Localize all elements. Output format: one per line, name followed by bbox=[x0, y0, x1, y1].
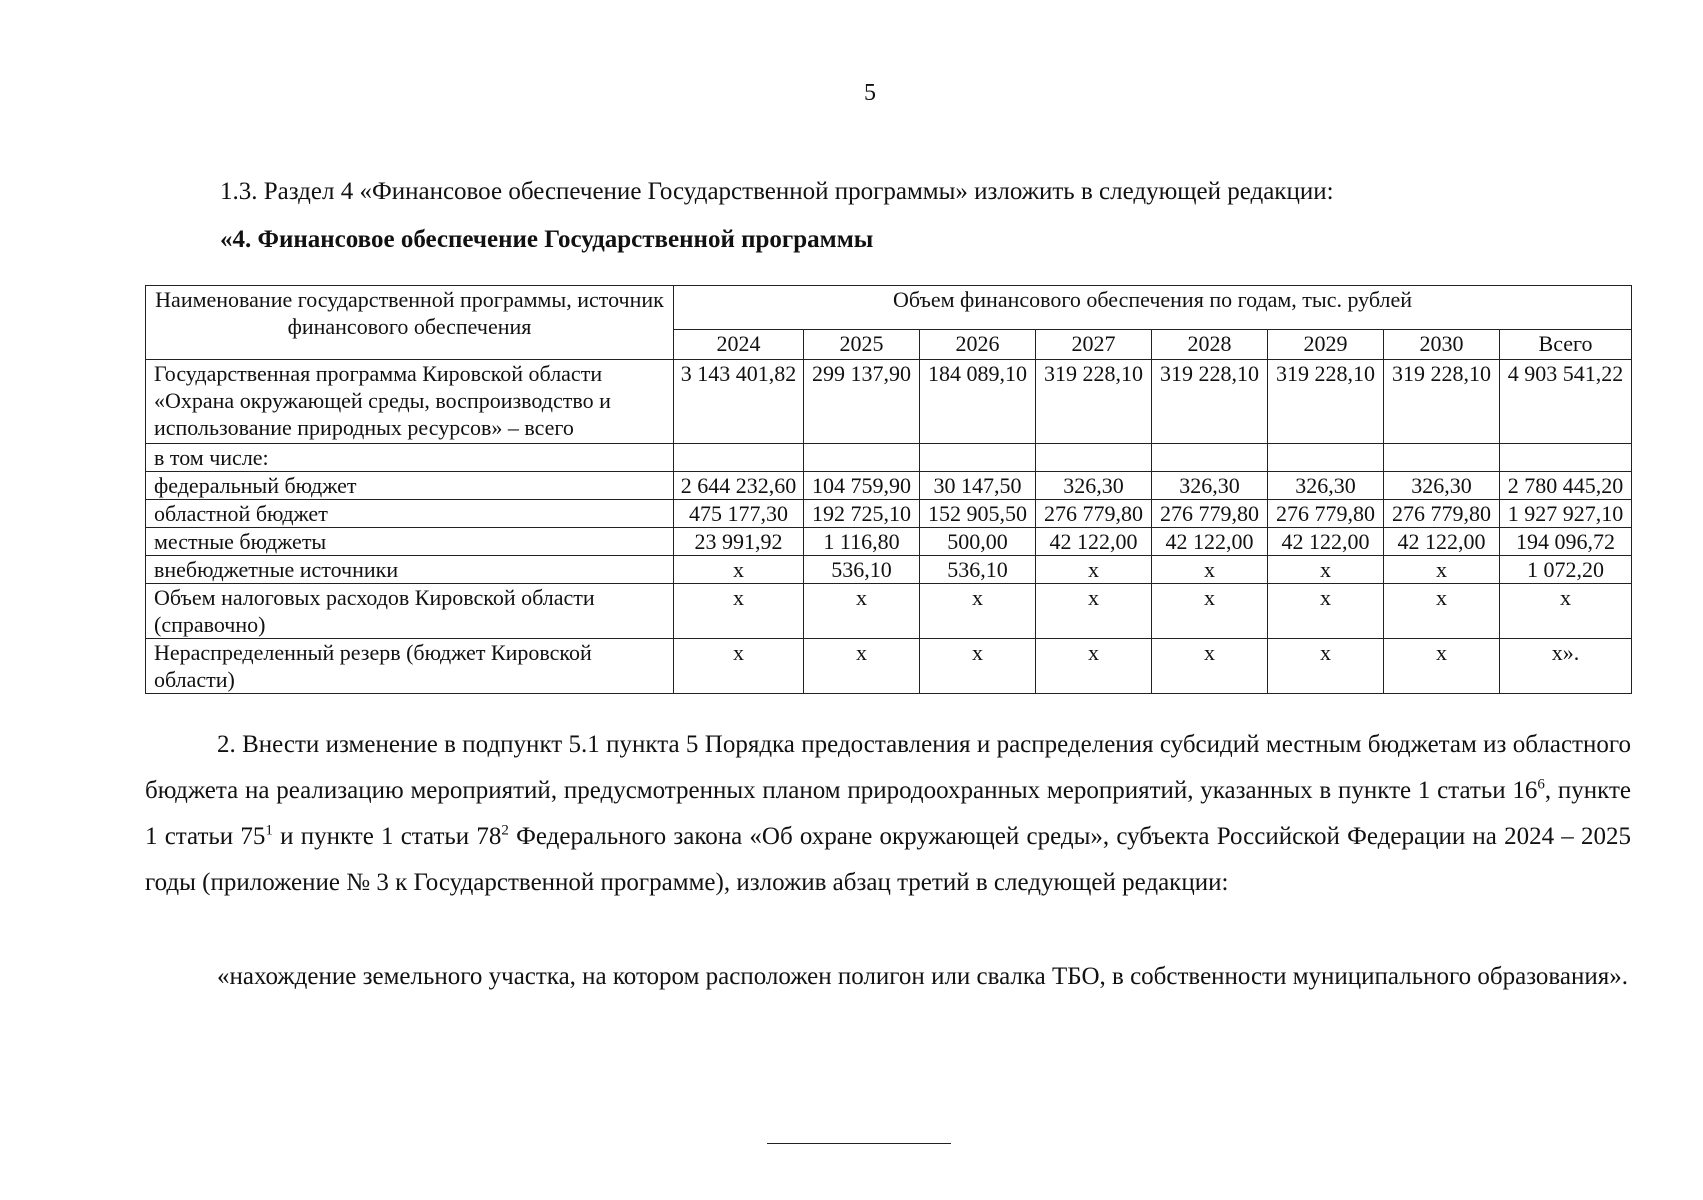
section-title: «4. Финансовое обеспечение Государственной программы bbox=[220, 226, 874, 253]
header-year: 2027 bbox=[1036, 330, 1152, 360]
table-row bbox=[146, 444, 1632, 472]
row-name: Объем налоговых расходов Кировской области (справочно) bbox=[146, 584, 674, 639]
header-year: 2024 bbox=[674, 330, 804, 360]
value-cell: 326,30 bbox=[1268, 472, 1384, 500]
row-name: местные бюджеты bbox=[146, 528, 674, 556]
value-cell: 1 927 927,10 bbox=[1500, 500, 1632, 528]
value-cell: х bbox=[674, 639, 804, 694]
row-name: областной бюджет bbox=[146, 500, 674, 528]
row-name: внебюджетные источники bbox=[146, 556, 674, 584]
value-cell: 276 779,80 bbox=[1384, 500, 1500, 528]
table-row bbox=[146, 360, 1632, 444]
value-cell bbox=[1036, 444, 1152, 472]
value-cell: 475 177,30 bbox=[674, 500, 804, 528]
value-cell bbox=[920, 444, 1036, 472]
value-cell: 23 991,92 bbox=[674, 528, 804, 556]
value-cell: х bbox=[1036, 556, 1152, 584]
value-cell bbox=[1384, 444, 1500, 472]
paragraph-new-text: «нахождение земельного участка, на котором расположен полигон или свалка ТБО, в собственности муниципального образования». bbox=[217, 963, 1628, 990]
value-cell: 192 725,10 bbox=[804, 500, 920, 528]
table-row bbox=[146, 639, 1632, 694]
value-cell: х bbox=[1036, 639, 1152, 694]
value-cell: х bbox=[1268, 584, 1384, 639]
header-volume: Объем финансового обеспечения по годам, тыс. рублей bbox=[674, 286, 1632, 330]
value-cell: 536,10 bbox=[804, 556, 920, 584]
value-cell: х bbox=[674, 584, 804, 639]
page-number: 5 bbox=[864, 80, 876, 106]
header-year: Всего bbox=[1500, 330, 1632, 360]
value-cell: х bbox=[804, 584, 920, 639]
value-cell: 326,30 bbox=[1384, 472, 1500, 500]
value-cell: 194 096,72 bbox=[1500, 528, 1632, 556]
value-cell: 276 779,80 bbox=[1268, 500, 1384, 528]
value-cell: 299 137,90 bbox=[804, 360, 920, 444]
value-cell: 2 780 445,20 bbox=[1500, 472, 1632, 500]
value-cell: 276 779,80 bbox=[1152, 500, 1268, 528]
value-cell: 326,30 bbox=[1152, 472, 1268, 500]
value-cell bbox=[674, 444, 804, 472]
value-cell: 2 644 232,60 bbox=[674, 472, 804, 500]
value-cell: х bbox=[674, 556, 804, 584]
financing-table bbox=[145, 285, 1632, 694]
value-cell: 319 228,10 bbox=[1268, 360, 1384, 444]
value-cell: 42 122,00 bbox=[1152, 528, 1268, 556]
value-cell: 276 779,80 bbox=[1036, 500, 1152, 528]
table-row bbox=[146, 472, 1632, 500]
value-cell: х bbox=[1036, 584, 1152, 639]
header-year: 2028 bbox=[1152, 330, 1268, 360]
value-cell: 500,00 bbox=[920, 528, 1036, 556]
value-cell: х bbox=[920, 584, 1036, 639]
value-cell: х bbox=[1384, 584, 1500, 639]
row-name: Государственная программа Кировской области «Охрана окружающей среды, воспроизводство и использование природных ресурсов» – всего bbox=[146, 360, 674, 444]
value-cell bbox=[804, 444, 920, 472]
table-row bbox=[146, 500, 1632, 528]
value-cell: х bbox=[920, 639, 1036, 694]
amendment-intro: 1.3. Раздел 4 «Финансовое обеспечение Государственной программы» изложить в следующей редакции: bbox=[220, 178, 1334, 205]
header-year: 2025 bbox=[804, 330, 920, 360]
value-cell: х bbox=[1384, 639, 1500, 694]
table-row bbox=[146, 556, 1632, 584]
value-cell: 326,30 bbox=[1036, 472, 1152, 500]
row-name: Нераспределенный резерв (бюджет Кировской области) bbox=[146, 639, 674, 694]
header-year: 2026 bbox=[920, 330, 1036, 360]
header-year: 2029 bbox=[1268, 330, 1384, 360]
value-cell: 1 116,80 bbox=[804, 528, 920, 556]
value-cell: х bbox=[1152, 639, 1268, 694]
value-cell: 319 228,10 bbox=[1152, 360, 1268, 444]
value-cell: 1 072,20 bbox=[1500, 556, 1632, 584]
paragraph-amendment-2: 2. Внести изменение в подпункт 5.1 пункта 5 Порядка предоставления и распределения субсидий местным бюджетам из областного бюджета на реализацию мероприятий, предусмотренных планом природоохранных мероприятий, указанных в пункте 1 статьи $16^6$, пункте 1 статьи $75^1$ и пункте 1 статьи $78^2$ Федерального закона «Об охране окружающей среды», субъекта Российской Федерации на 2024 – 2025 годы (приложение № 3 к Государственной программе), изложив абзац третий в следующей редакции: bbox=[145, 731, 1632, 896]
table-row bbox=[146, 584, 1632, 639]
value-cell: х». bbox=[1500, 639, 1632, 694]
value-cell: 152 905,50 bbox=[920, 500, 1036, 528]
value-cell: 3 143 401,82 bbox=[674, 360, 804, 444]
table-row bbox=[146, 528, 1632, 556]
value-cell bbox=[1500, 444, 1632, 472]
row-name: в том числе: bbox=[146, 444, 674, 472]
value-cell: х bbox=[1384, 556, 1500, 584]
value-cell: 30 147,50 bbox=[920, 472, 1036, 500]
value-cell: х bbox=[1152, 556, 1268, 584]
row-name: федеральный бюджет bbox=[146, 472, 674, 500]
value-cell: 42 122,00 bbox=[1036, 528, 1152, 556]
value-cell: х bbox=[1152, 584, 1268, 639]
value-cell: 4 903 541,22 bbox=[1500, 360, 1632, 444]
value-cell: х bbox=[804, 639, 920, 694]
value-cell: 319 228,10 bbox=[1036, 360, 1152, 444]
value-cell: 104 759,90 bbox=[804, 472, 920, 500]
value-cell bbox=[1152, 444, 1268, 472]
value-cell: 42 122,00 bbox=[1384, 528, 1500, 556]
value-cell bbox=[1268, 444, 1384, 472]
value-cell: х bbox=[1268, 556, 1384, 584]
header-year: 2030 bbox=[1384, 330, 1500, 360]
value-cell: 42 122,00 bbox=[1268, 528, 1384, 556]
value-cell: х bbox=[1500, 584, 1632, 639]
end-rule bbox=[767, 1143, 951, 1144]
value-cell: 536,10 bbox=[920, 556, 1036, 584]
value-cell: 319 228,10 bbox=[1384, 360, 1500, 444]
header-program-name: Наименование государственной программы, источник финансового обеспечения bbox=[146, 286, 674, 360]
value-cell: 184 089,10 bbox=[920, 360, 1036, 444]
value-cell: х bbox=[1268, 639, 1384, 694]
